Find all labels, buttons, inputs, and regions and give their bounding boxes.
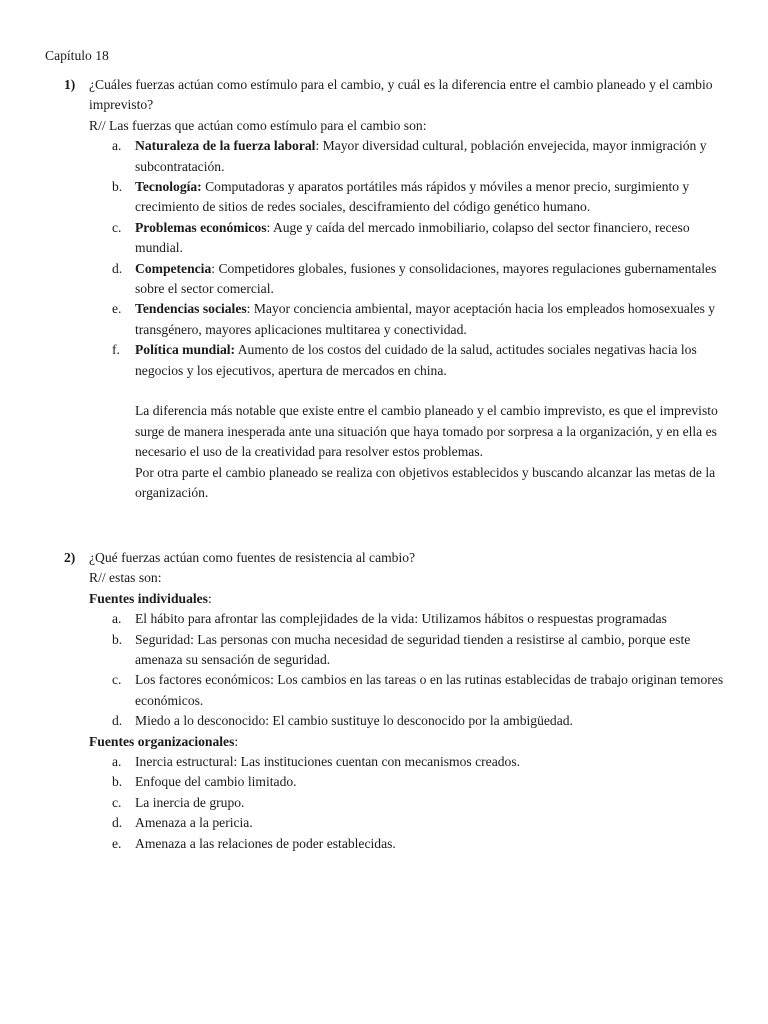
item-text: Miedo a lo desconocido: El cambio sustituye lo desconocido por la ambigüedad. [135, 713, 573, 729]
item-text: : Mayor conciencia ambiental, mayor aceptación hacia los empleados homosexuales y transgénero, mayores aplicaciones multitarea y conectividad. [135, 301, 716, 337]
list-marker: e. [112, 835, 122, 851]
list-item [89, 177, 734, 218]
individual-sources-list [89, 609, 734, 731]
item-text: : Competidores globales, fusiones y consolidaciones, mayores regulaciones gubernamentales sobre el sector comercial. [135, 260, 717, 297]
list-item [89, 793, 734, 813]
spacer [89, 381, 734, 401]
item-term: Problemas económicos [135, 219, 267, 235]
list-marker: e. [112, 301, 122, 317]
question-1-text: ¿Cuáles fuerzas actúan como estímulo para el cambio, y cuál es la diferencia entre el cambio planeado y el cambio imprevisto? [89, 77, 713, 113]
item-term: Tendencias sociales [135, 301, 247, 317]
list-item [89, 259, 734, 300]
item-term: Competencia [135, 260, 212, 276]
list-item [89, 670, 734, 711]
list-item [89, 136, 734, 177]
difference-paragraph: La diferencia más notable que existe entre el cambio planeado y el cambio imprevisto, es que el imprevisto surge de manera inesperada ante una situación que haya tomado por sorpresa a la organización, y en ella es necesario el uso de la creatividad para resolver estos problemas. [135, 403, 718, 460]
item-text: Amenaza a las relaciones de poder establecidas. [135, 835, 396, 851]
item-text: Seguridad: Las personas con mucha necesidad de seguridad tienden a resistirse al cambio, porque este amenaza su sensación de seguridad. [135, 631, 691, 668]
item-text: El hábito para afrontar las complejidades de la vida: Utilizamos hábitos o respuestas programadas [135, 611, 667, 627]
list-marker: a. [112, 754, 122, 770]
item-text: Inercia estructural: Las instituciones cuentan con mecanismos creados. [135, 754, 521, 770]
list-item [89, 813, 734, 833]
question-2-text: ¿Qué fuerzas actúan como fuentes de resistencia al cambio? [89, 550, 416, 565]
individual-sources-heading [89, 589, 734, 609]
list-item [89, 630, 734, 671]
question-2-body [89, 548, 734, 854]
list-item [89, 834, 734, 854]
chapter-title: Capítulo 18 [45, 48, 109, 63]
list-marker: b. [112, 631, 123, 647]
list-marker: d. [112, 815, 123, 831]
question-1-number: 1) [64, 77, 76, 92]
list-item [89, 752, 734, 772]
organizational-sources-list [89, 752, 734, 854]
question-1-answer-intro: R// Las fuerzas que actúan como estímulo para el cambio son: [89, 117, 427, 133]
heading-colon: : [207, 590, 212, 606]
item-text: Computadoras y aparatos portátiles más rápidos y móviles a menor precio, surgimiento y crecimiento de sitios de redes sociales, desciframiento del código genético humano. [135, 179, 690, 215]
list-marker: d. [112, 260, 123, 276]
heading-text: Fuentes organizacionales [89, 733, 235, 749]
item-term: Naturaleza de la fuerza laboral [135, 138, 316, 154]
list-marker: b. [112, 179, 123, 195]
list-item [89, 772, 734, 792]
question-2 [64, 548, 734, 854]
question-1-body [89, 75, 734, 504]
list-marker: a. [112, 138, 122, 154]
item-text: Amenaza a la pericia. [135, 815, 253, 831]
question-1 [64, 75, 734, 504]
list-marker: f. [112, 342, 120, 358]
item-term: Tecnología: [135, 179, 202, 195]
item-text: : Auge y caída del mercado inmobiliario, colapso del sector financiero, receso mundial. [135, 219, 690, 256]
list-item [89, 218, 734, 259]
organizational-sources-heading [89, 732, 734, 752]
question-2-number: 2) [64, 550, 76, 565]
list-marker: b. [112, 774, 123, 790]
list-marker: c. [112, 794, 122, 810]
list-item [89, 609, 734, 629]
list-marker: c. [112, 672, 122, 688]
item-text: La inercia de grupo. [135, 794, 245, 810]
question-2-answer-intro: R// estas son: [89, 570, 162, 586]
item-term: Política mundial: [135, 342, 236, 358]
heading-colon: : [234, 733, 239, 749]
item-text: Enfoque del cambio limitado. [135, 774, 297, 790]
list-item [89, 340, 734, 381]
list-item [89, 299, 734, 340]
list-item [89, 711, 734, 731]
list-marker: a. [112, 611, 122, 627]
question-1-forces-list [89, 136, 734, 381]
item-text: : Mayor diversidad cultural, población envejecida, mayor inmigración y subcontratación. [135, 138, 707, 174]
list-marker: d. [112, 713, 123, 729]
item-text: Los factores económicos: Los cambios en las tareas o en las rutinas establecidas de trabajo originan temores económicos. [135, 672, 724, 708]
planned-change-paragraph: Por otra parte el cambio planeado se realiza con objetivos establecidos y buscando alcanzar las metas de la organización. [135, 464, 716, 501]
list-marker: c. [112, 219, 122, 235]
item-text: Aumento de los costos del cuidado de la salud, actitudes sociales negativas hacia los negocios y los ejecutivos, apertura de mercados en china. [135, 342, 697, 378]
heading-text: Fuentes individuales [89, 590, 208, 606]
